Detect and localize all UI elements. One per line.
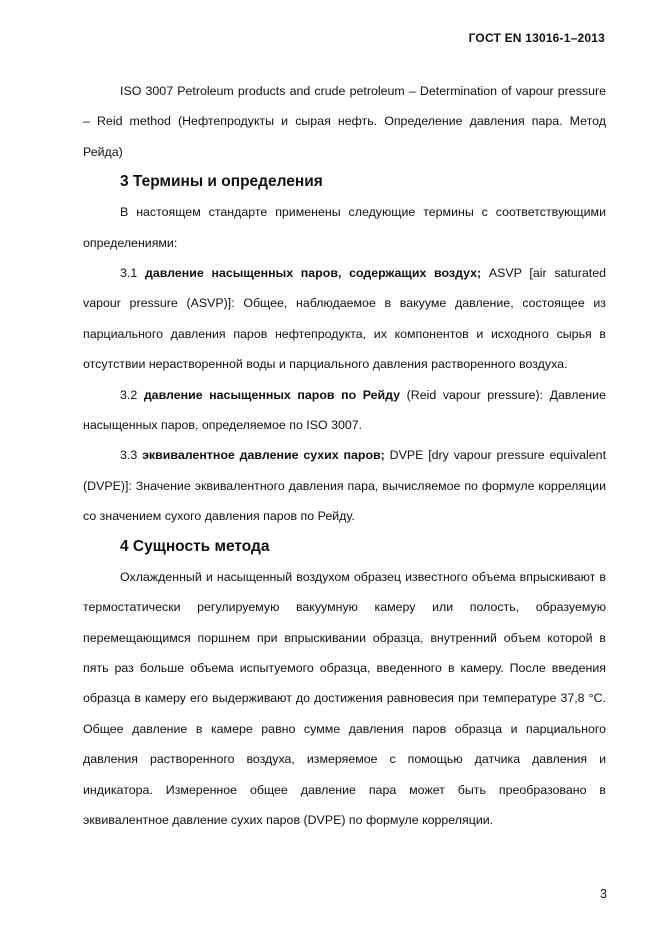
term-definition: ASVP [air saturated vapour pressure (ASVP)]: Общее, наблюдаемое в вакууме давление, состоящее из парциального давления паров нефтепродукта, их компонентов и исходного сырья в отсутствии нерастворенной воды и парциального давления растворенного воздуха.	[83, 266, 607, 372]
term-name: давление насыщенных паров по Рейду	[143, 387, 401, 402]
page-content	[83, 76, 606, 835]
section-3-intro: В настоящем стандарте применены следующие термины с соответствующими определениями:	[83, 205, 606, 250]
section-4-heading: 4 Сущность метода	[120, 537, 270, 555]
term-3-2	[83, 380, 606, 441]
term-name: эквивалентное давление сухих паров;	[142, 448, 385, 463]
term-number: 3.1	[120, 266, 138, 281]
term-number: 3.3	[120, 448, 138, 463]
term-number: 3.2	[120, 387, 138, 402]
term-definition: DVPE [dry vapour pressure equivalent (DVPE)]: Значение эквивалентного давления пара, вычисляемое по формуле корреляции со значением сухого давления паров по Рейду.	[83, 448, 607, 524]
section-4-body: Охлажденный и насыщенный воздухом образец известного объема впрыскивают в термостатически регулируемую вакуумную камеру или полость, образуемую перемещающимся поршнем при впрыскивании образца, внутренний объем которой в пять раз больше объема испытуемого образца, введенного в камеру. После введения образца в камеру его выдерживают до достижения равновесия при температуре 37,8 °С. Общее давление в камере равно сумме давления паров образца и парциального давления растворенного воздуха, измеряемое с помощью датчика давления и индикатора. Измеренное общее давление пара может быть преобразовано в эквивалентное давление сухих паров (DVPE) по формуле корреляции.	[83, 569, 606, 827]
normative-reference-paragraph: ISO 3007 Petroleum products and crude petroleum – Determination of vapour pressure – Reid method (Нефтепродукты и сырая нефть. Определение давления пара. Метод Рейда)	[83, 84, 606, 159]
section-3-heading: 3 Термины и определения	[120, 173, 323, 191]
term-name: давление насыщенных паров, содержащих воздух;	[144, 266, 482, 281]
term-3-3	[83, 440, 606, 531]
term-3-1	[83, 258, 606, 380]
standard-designation: ГОСТ EN 13016-1–2013	[468, 31, 605, 45]
page-number: 3	[600, 887, 607, 901]
term-definition: (Reid vapour pressure): Давление насыщенных паров, определяемое по ISO 3007.	[83, 387, 606, 433]
